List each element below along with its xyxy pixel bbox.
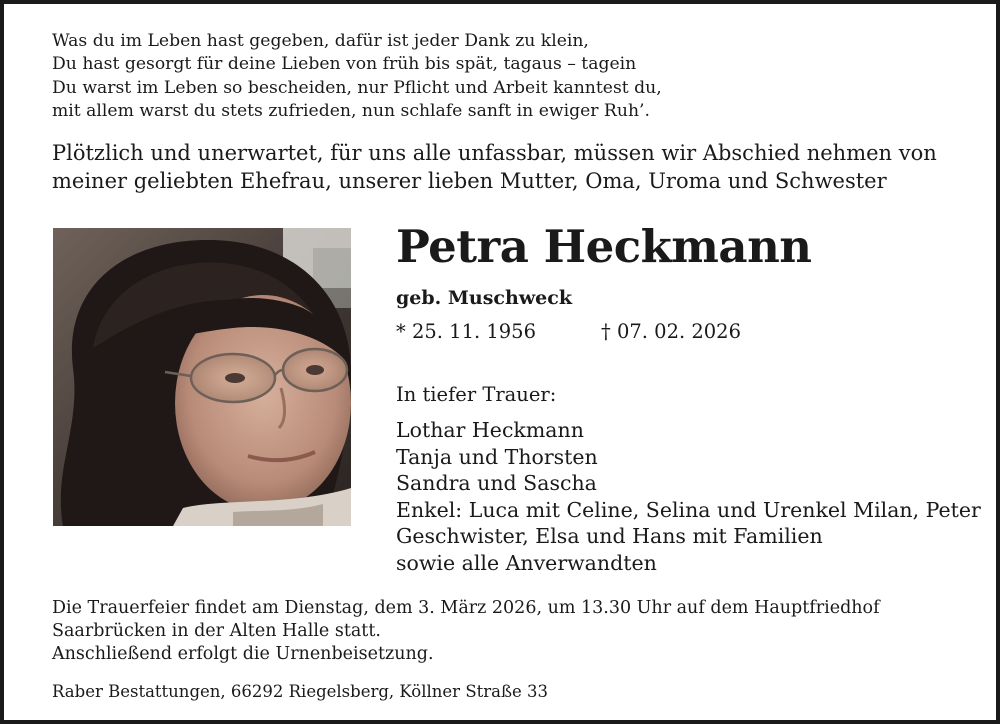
- funeral-service-notice: Die Trauerfeier findet am Dienstag, dem 3. März 2026, um 13.30 Uhr auf dem Hauptfriedhof Saarbrücken in der Alten Halle statt. Anschließend erfolgt die Urnenbeisetzung.: [52, 598, 880, 664]
- birth-name: geb. Muschweck: [396, 287, 572, 309]
- mourning-heading: In tiefer Trauer:: [396, 383, 557, 406]
- funeral-home-address: Raber Bestattungen, 66292 Riegelsberg, Köllner Straße 33: [52, 682, 548, 701]
- announcement-text: Plötzlich und unerwartet, für uns alle unfassbar, müssen wir Abschied nehmen von meiner geliebten Ehefrau, unserer lieben Mutter, Oma, Uroma und Schwester: [52, 141, 937, 193]
- memorial-poem: Was du im Leben hast gegeben, dafür ist jeder Dank zu klein, Du hast gesorgt für deine Lieben von früh bis spät, tagaus – tagein Du warst im Leben so bescheiden, nur Pflicht und Arbeit kanntest du, mit allem warst du stets zufrieden, nun schlafe sanft in ewiger Ruh’.: [52, 31, 662, 122]
- deceased-name: Petra Heckmann: [396, 220, 812, 273]
- portrait-photo: [53, 228, 351, 526]
- mourners-list: Lothar Heckmann Tanja und Thorsten Sandra und Sascha Enkel: Luca mit Celine, Selina und Urenkel Milan, Peter Geschwister, Elsa und Hans mit Familien sowie alle Anverwandten: [396, 418, 981, 575]
- birth-date: * 25. 11. 1956: [396, 320, 536, 343]
- death-date: † 07. 02. 2026: [601, 320, 741, 343]
